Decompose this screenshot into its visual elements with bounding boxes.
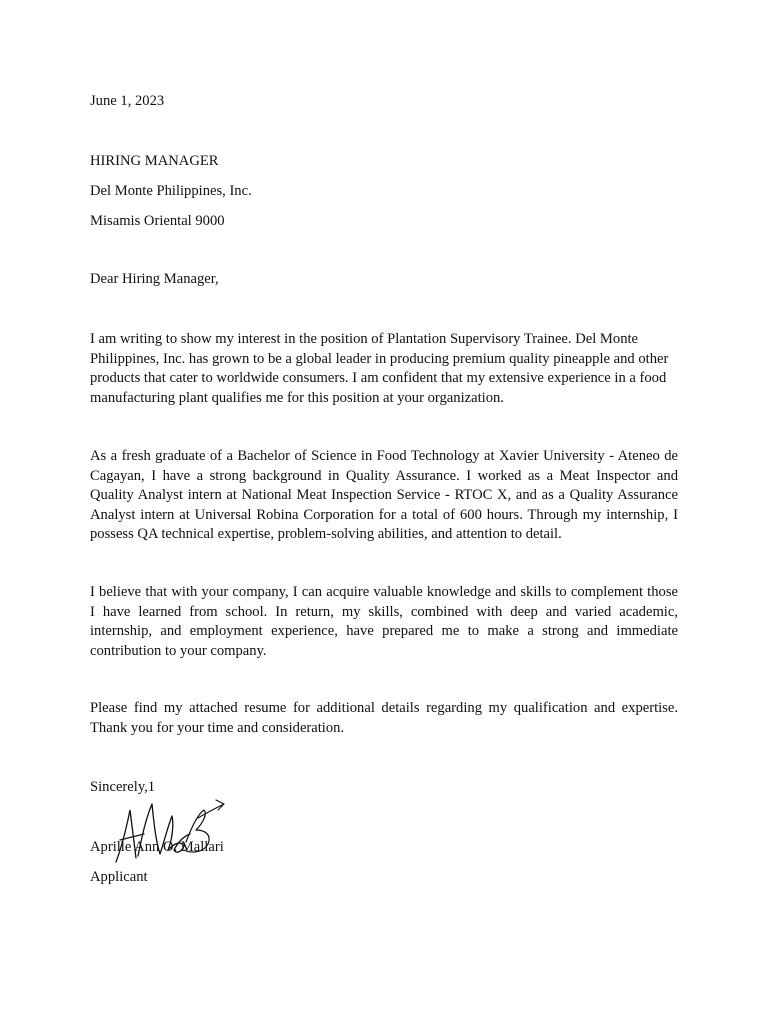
handwritten-signature — [112, 796, 230, 868]
letter-date: June 1, 2023 — [90, 93, 165, 109]
recipient-company: Del Monte Philippines, Inc. — [90, 183, 252, 199]
salutation: Dear Hiring Manager, — [90, 271, 219, 287]
signer-role: Applicant — [90, 869, 148, 885]
closing: Sincerely,1 — [90, 779, 156, 795]
body-paragraph-3: I believe that with your company, I can acquire valuable knowledge and skills to complement those I have learned from school. In return, my skills, combined with deep and varied academic, internship, and employment experience, have prepared me to make a strong and immediate contribution to your company. — [90, 584, 678, 659]
signer-name: Aprille Ann O. Mallari — [90, 839, 224, 855]
body-paragraph-1: I am writing to show my interest in the position of Plantation Supervisory Trainee. Del Monte Philippines, Inc. has grown to be a global leader in producing premium quality pineapple and other products that cater to worldwide consumers. I am confident that my extensive experience in a food manufacturing plant qualifies me for this position at your organization. — [90, 331, 669, 406]
body-paragraph-4: Please find my attached resume for additional details regarding my qualification and expertise. Thank you for your time and consideration. — [90, 700, 678, 736]
recipient-title: HIRING MANAGER — [90, 153, 219, 169]
body-paragraph-2: As a fresh graduate of a Bachelor of Science in Food Technology at Xavier University - Ateneo de Cagayan, I have a strong background in Quality Assurance. I worked as a Meat Inspector and Quality Analyst intern at National Meat Inspection Service - RTOC X, and as a Quality Assurance Analyst intern at Universal Robina Corporation for a total of 600 hours. Through my internship, I possess QA technical expertise, problem-solving abilities, and attention to detail. — [90, 448, 678, 542]
recipient-block — [90, 152, 252, 242]
recipient-address: Misamis Oriental 9000 — [90, 213, 225, 229]
